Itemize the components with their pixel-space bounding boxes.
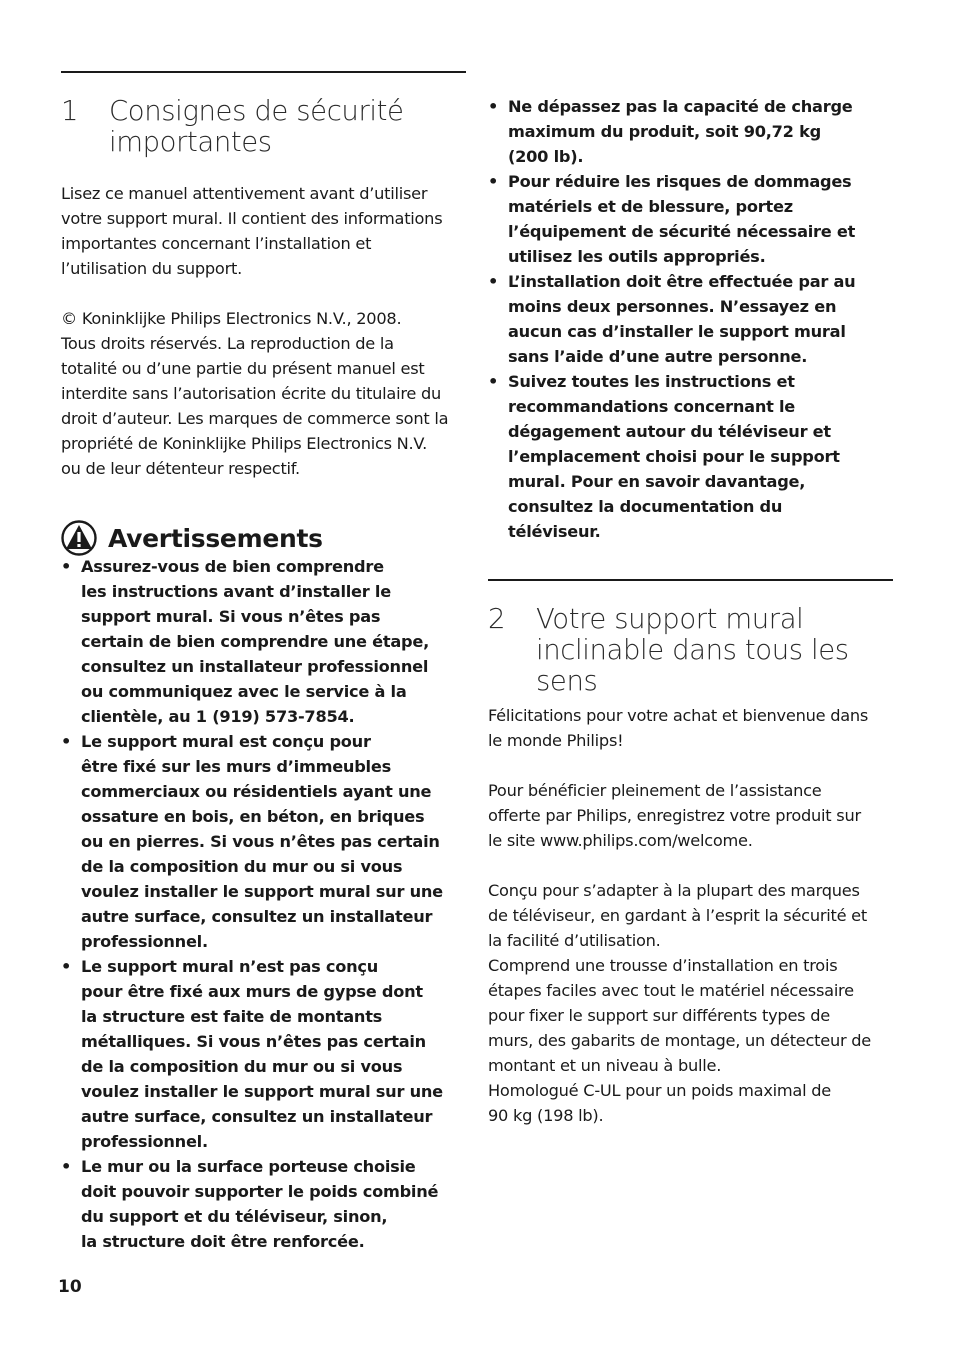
warning-item: • Le mur ou la surface porteuse choisie doit pouvoir supporter le poids combiné du support et du téléviseur, sinon, la structure doit être renforcée. [61, 1154, 471, 1254]
warning-item: • Pour réduire les risques de dommages matériels et de blessure, portez l’équipement de sécurité nécessaire et utilisez les outils appropriés. [488, 169, 894, 269]
warning-icon [61, 520, 97, 556]
section-1-title: Consignes de sécurité importantes [109, 95, 404, 158]
section-2-number: 2 [488, 603, 506, 635]
warnings-heading [61, 520, 323, 556]
warnings-list-left [61, 554, 471, 1254]
warnings-list-right [488, 94, 894, 544]
section-1-rule [61, 71, 466, 73]
copyright-notice: © Koninklijke Philips Electronics N.V., 2008. Tous droits réservés. La reproduction de la totalité ou d’une partie du présent manuel est interdite sans l’autorisation écrite du titulaire du droit d’auteur. Les marques de commerce sont la propriété de Koninklijke Philips Electronics N.V. ou de leur détenteur respectif. [61, 309, 449, 478]
warning-item: • L’installation doit être effectuée par au moins deux personnes. N’essayez en aucun cas d’installer le support mural sans l’aide d’une autre personne. [488, 269, 894, 369]
section-1-intro: Lisez ce manuel attentivement avant d’utiliser votre support mural. Il contient des informations importantes concernant l’installation et l’utilisation du support. [61, 184, 443, 278]
section-2-rule [488, 579, 893, 581]
warning-item: • Assurez-vous de bien comprendre les instructions avant d’installer le support mural. Si vous n’êtes pas certain de bien comprendre une étape, consultez un installateur professionnel ou communiquez avec le service à la clientèle, au 1 (919) 573-7854. [61, 554, 471, 729]
warning-item: • Ne dépassez pas la capacité de charge maximum du produit, soit 90,72 kg (200 lb). [488, 94, 894, 169]
warning-item: • Le support mural est conçu pour être fixé sur les murs d’immeubles commerciaux ou résidentiels ayant une ossature en bois, en béton, en briques ou en pierres. Si vous n’êtes pas certain de la composition du mur ou si vous voulez installer le support mural sur une autre surface, consultez un installateur professionnel. [61, 729, 471, 954]
section-2-register: Pour bénéficier pleinement de l’assistance offerte par Philips, enregistrez votre produit sur le site www.philips.com/welcome. [488, 781, 861, 850]
section-2-features: Conçu pour s’adapter à la plupart des marques de téléviseur, en gardant à l’esprit la sécurité et la facilité d’utilisation. Comprend une trousse d’installation en trois étapes faciles avec tout le matériel nécessaire pour fixer le support sur différents types de murs, des gabarits de montage, un détecteur de montant et un niveau à bulle. Homologué C-UL pour un poids maximal de 90 kg (198 lb). [488, 881, 871, 1125]
warning-item: • Suivez toutes les instructions et recommandations concernant le dégagement autour du téléviseur et l’emplacement choisi pour le support mural. Pour en savoir davantage, consultez la documentation du téléviseur. [488, 369, 894, 544]
section-2-welcome: Félicitations pour votre achat et bienvenue dans le monde Philips! [488, 706, 869, 750]
section-2-title: Votre support mural inclinable dans tous les sens [536, 603, 849, 697]
warning-item: • Le support mural n’est pas conçu pour être fixé aux murs de gypse dont la structure est faite de montants métalliques. Si vous n’êtes pas certain de la composition du mur ou si vous voulez installer le support mural sur une autre surface, consultez un installateur professionnel. [61, 954, 471, 1154]
section-1-heading [61, 96, 466, 158]
warnings-heading-text: Avertissements [108, 523, 323, 553]
page-number: 10 [58, 1277, 82, 1297]
section-1-number: 1 [61, 95, 79, 127]
section-2-heading [488, 604, 894, 697]
